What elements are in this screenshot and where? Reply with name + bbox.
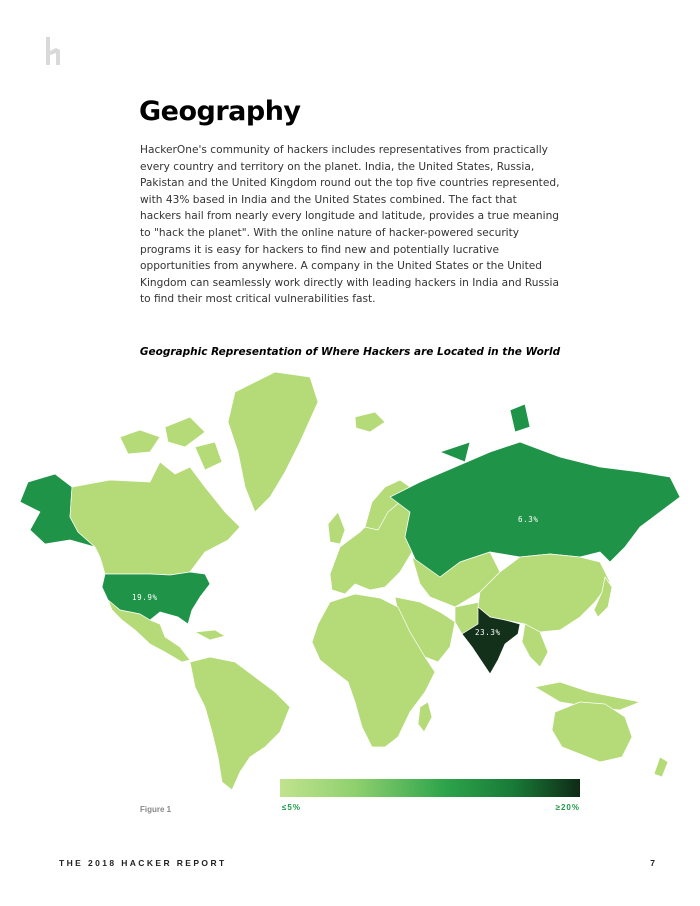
legend-gradient bbox=[280, 779, 580, 797]
country-madagascar bbox=[418, 702, 432, 732]
footer-report-title: THE 2018 HACKER REPORT bbox=[59, 858, 227, 868]
country-caribbean bbox=[195, 630, 225, 640]
country-new-zealand bbox=[654, 757, 668, 777]
label-usa: 19.9% bbox=[132, 593, 158, 602]
figure-caption: Figure 1 bbox=[140, 805, 172, 814]
country-uk bbox=[328, 512, 345, 544]
figure-title: Geographic Representation of Where Hackers are Located in the World bbox=[139, 346, 561, 358]
body-paragraph: HackerOne's community of hackers includes representatives from practically every country and territory on the planet. India, the United States, Russia, Pakistan and the United Kingdom round out the top five countries represented, with 43% based in India and the United States combined. The fact that hackers hail from nearly every longitude and latitude, provides a true meaning to "hack the planet". With the online nature of hacker-powered security programs it is easy for hackers to find new and potentially lucrative opportunities from anywhere. A company in the United States or the United Kingdom can seamlessly work directly with leading hackers in India and Russia to find their most critical vulnerabilities fast. bbox=[140, 144, 560, 306]
country-canada bbox=[70, 462, 240, 575]
legend-min-label: ≤5% bbox=[282, 803, 301, 812]
page-number: 7 bbox=[650, 858, 655, 868]
hackerone-logo-icon bbox=[46, 37, 64, 67]
legend-max-label: ≥20% bbox=[555, 803, 580, 812]
country-australia bbox=[552, 702, 632, 762]
country-greenland bbox=[228, 372, 318, 512]
label-russia: 6.3% bbox=[518, 515, 539, 524]
label-india: 23.3% bbox=[475, 628, 501, 637]
world-map bbox=[0, 362, 700, 792]
page-title: Geography bbox=[139, 96, 301, 127]
country-canada-islands bbox=[120, 417, 222, 470]
country-south-america bbox=[190, 657, 290, 790]
country-iceland bbox=[355, 412, 385, 432]
